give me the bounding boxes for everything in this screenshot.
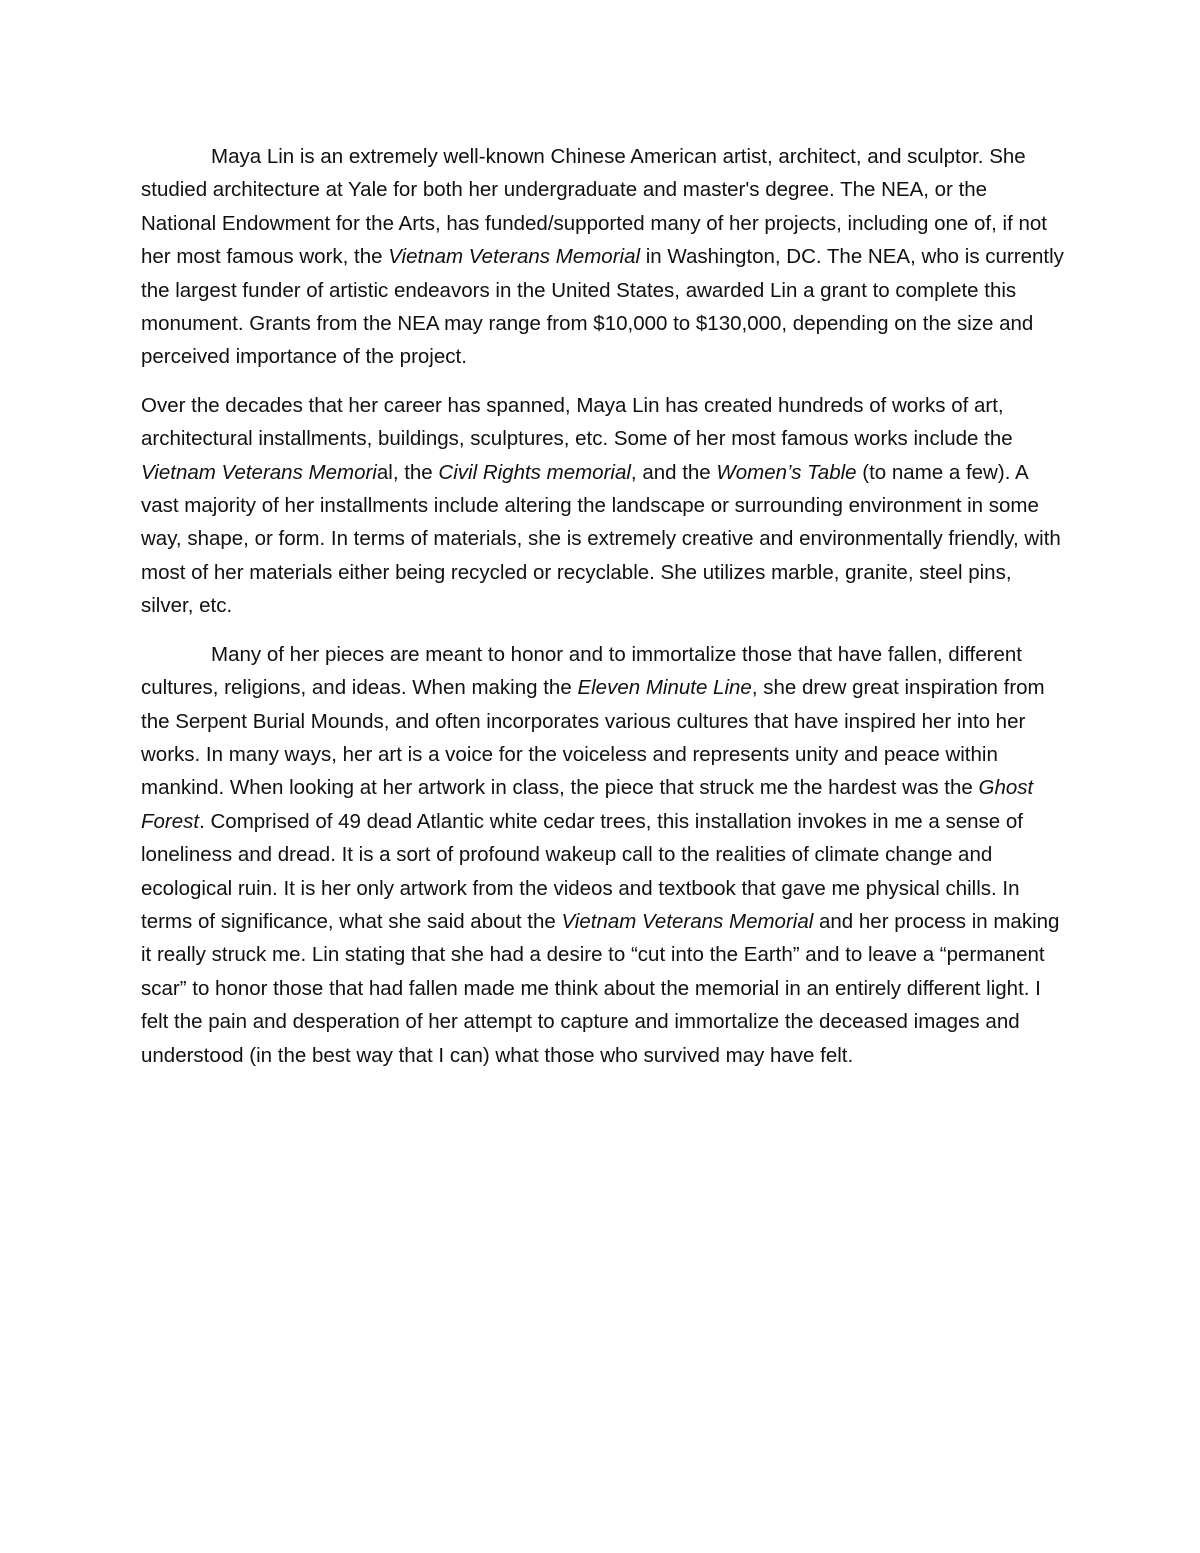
italic-title-civil-rights-memorial: Civil Rights memorial bbox=[438, 460, 631, 484]
document-body bbox=[141, 140, 1066, 1072]
italic-title-vietnam-veterans-memorial: Vietnam Veterans Memorial bbox=[561, 909, 814, 933]
paragraph-2-text: Over the decades that her career has spanned, Maya Lin has created hundreds of works of art, architectural installments, buildings, sculptures, etc. Some of her most famous works include the bbox=[141, 393, 1013, 451]
paragraph-3-text: . Comprised of 49 dead Atlantic white cedar trees, this installation invokes in me a sense of loneliness and dread. It is a sort of profound wakeup call to the realities of climate change and ecological ruin. It is her only artwork from the videos and textbook that gave me physical chills. In terms of significance, what she said about the bbox=[141, 809, 1023, 933]
italic-title-ghost-forest: Ghost Forest bbox=[141, 776, 1034, 833]
paragraph-1-text: Maya Lin is an extremely well-known Chinese American artist, architect, and sculptor. She studied architecture at Yale for both her undergraduate and master's degree. The NEA, or the National Endowment for the Arts, has funded/supported many of her projects, including one of, if not her most famous work, the bbox=[141, 145, 1047, 269]
paragraph-3-text: Many of her pieces are meant to honor and to immortalize those that have fallen, different cultures, religions, and ideas. When making the bbox=[141, 642, 1022, 700]
paragraph-2 bbox=[141, 389, 1066, 623]
paragraph-2-text: (to name a few). A vast majority of her installments include altering the landscape or surrounding environment in some way, shape, or form. In terms of materials, she is extremely creative and environmentally friendly, with most of her materials either being recycled or recyclable. She utilizes marble, granite, steel pins, silver, etc. bbox=[141, 460, 1061, 618]
paragraph-3 bbox=[141, 638, 1066, 1072]
paragraph-2-text: , and the bbox=[630, 460, 717, 484]
italic-title-womens-table: Women’s Table bbox=[716, 460, 857, 484]
italic-title-vietnam-veterans-memorial: Vietnam Veterans Memorial bbox=[388, 245, 641, 269]
paragraph-1-text: in Washington, DC. The NEA, who is currently the largest funder of artistic endeavors in the United States, awarded Lin a grant to complete this monument. Grants from the NEA may range from $10,000 to $130,000, depending on the size and perceived importance of the project. bbox=[141, 245, 1064, 369]
paragraph-3-text: and her process in making it really struck me. Lin stating that she had a desire to “cut into the Earth” and to leave a “permanent scar” to honor those that had fallen made me think about the memorial in an entirely different light. I felt the pain and desperation of her attempt to capture and immortalize the deceased images and understood (in the best way that I can) what those who survived may have felt. bbox=[141, 909, 1060, 1067]
paragraph-1 bbox=[141, 140, 1066, 374]
paragraph-2-text: al, the bbox=[376, 460, 439, 484]
paragraph-3-text: , she drew great inspiration from the Serpent Burial Mounds, and often incorporates various cultures that have inspired her into her works. In many ways, her art is a voice for the voiceless and represents unity and peace within mankind. When looking at her artwork in class, the piece that struck me the hardest was the bbox=[141, 676, 1045, 800]
italic-title-vietnam-veterans-memorial: Vietnam Veterans Memori bbox=[141, 460, 377, 484]
italic-title-eleven-minute-line: Eleven Minute Line bbox=[577, 676, 752, 700]
